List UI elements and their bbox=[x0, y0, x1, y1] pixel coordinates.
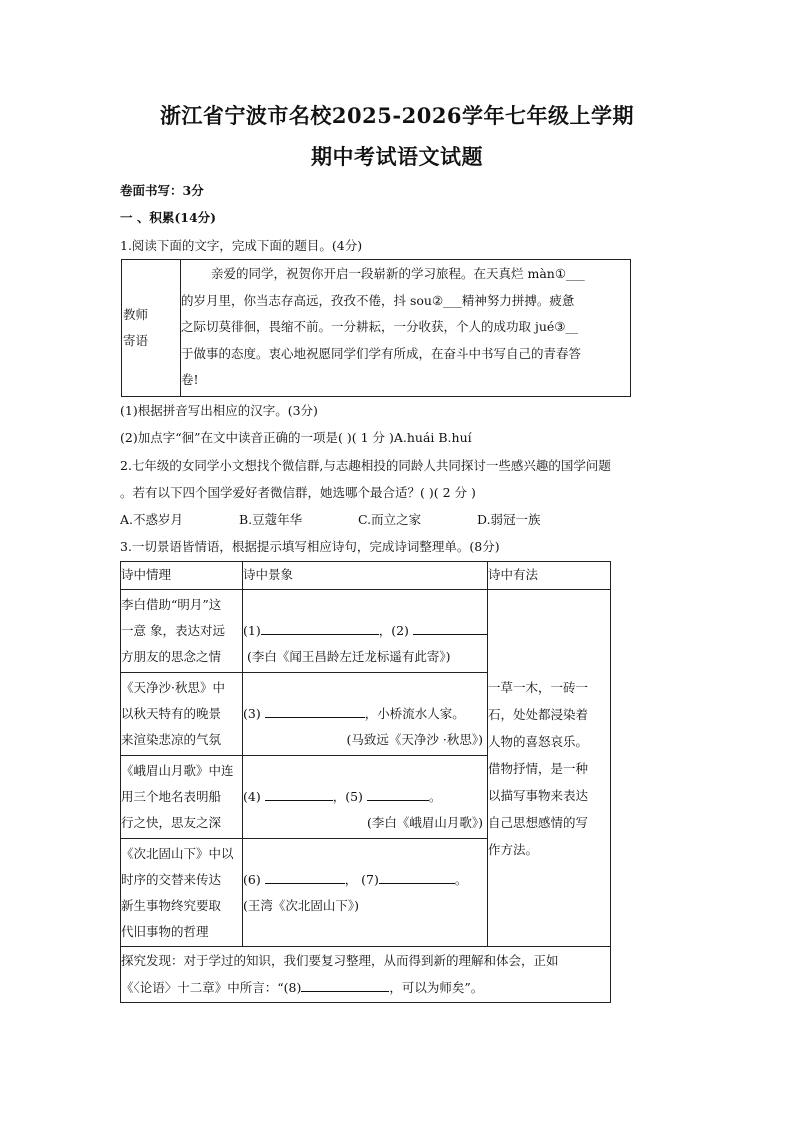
q2-option-d: D.弱冠一族 bbox=[477, 512, 541, 527]
row3-scene: (4) ，(5) 。 (李白《峨眉山月歌》) bbox=[243, 756, 488, 839]
blank-2[interactable] bbox=[413, 620, 487, 635]
footer-cell: 探究发现：对于学过的知识，我们要复习整理，从而得到新的理解和体会，正如 《〈论语〉十二章》中所言：“(8) ，可以为师矣”。 bbox=[121, 947, 611, 1003]
row2-reason: 《天净沙·秋思》中 以秋天特有的晚景 来渲染悲凉的气氛 bbox=[121, 673, 243, 756]
blank-5[interactable] bbox=[367, 786, 429, 801]
q1-sub2: (2)加点字“徊”在文中读音正确的一项是( )( 1 分 )A.huái B.huí bbox=[120, 430, 472, 445]
method-cell: 一草一木，一砖一 石，处处都浸染着 人物的喜怒哀乐。 借物抒情，是一种 以描写事物来表达 自己思想感情的写 作方法。 bbox=[488, 590, 611, 947]
handwriting-score: 卷面书写：3分 bbox=[120, 183, 204, 198]
q2-option-c: C.而立之家 bbox=[358, 512, 422, 527]
q2-prompt-line2: 。若有以下四个国学爱好者微信群，她选哪个最合适？( )( 2 分 ) bbox=[120, 485, 476, 500]
blank-6[interactable] bbox=[265, 869, 345, 884]
title-line-1: 浙江省宁波市名校2025-2026学年七年级上学期 bbox=[159, 103, 635, 128]
row1-reason: 李白借助“明月”这 一意 象，表达对远 方朋友的思念之情 bbox=[121, 590, 243, 673]
row2-scene: (3) ，小桥流水人家。 (马致远《天净沙 ·秋思》) bbox=[243, 673, 488, 756]
section-heading: 一 、积累(14分) bbox=[120, 210, 217, 225]
q1-prompt: 1.阅读下面的文字，完成下面的题目。(4分) bbox=[120, 238, 363, 253]
row4-scene: (6) ， (7) 。 (王湾《次北固山下》) bbox=[243, 839, 488, 947]
header-scene: 诗中景象 bbox=[243, 562, 488, 590]
q3-prompt: 3.一切景语皆情语，根据提示填写相应诗句，完成诗词整理单。(8分) bbox=[120, 539, 500, 554]
row1-scene: (1) ，(2) (李白《闻王昌龄左迁龙标遥有此寄》) bbox=[243, 590, 488, 673]
blank-3[interactable] bbox=[265, 703, 365, 718]
q1-sub1: (1)根据拼音写出相应的汉字。(3分) bbox=[120, 403, 318, 418]
header-reason: 诗中情理 bbox=[121, 562, 243, 590]
blank-7[interactable] bbox=[379, 869, 455, 884]
blank-4[interactable] bbox=[265, 786, 333, 801]
teacher-message-passage: 亲爱的同学，祝贺你开启一段崭新的学习旅程。在天真烂 màn①___ 的岁月里，你当志存高远，孜孜不倦，抖 sou②___精神努力拼搏。疲惫 之际切莫徘徊，畏缩不前。一分耕耘，一分收获，个人的成功取 jué③__ 于做事的态度。衷心地祝愿同学们学有所成，在奋斗中书写自己的青春答 卷! bbox=[181, 260, 631, 397]
blank-8[interactable] bbox=[301, 977, 389, 992]
q2-options bbox=[120, 510, 541, 528]
blank-1[interactable] bbox=[261, 620, 379, 635]
q2-option-b: B.豆蔻年华 bbox=[239, 512, 303, 527]
poetry-table bbox=[120, 561, 611, 1003]
q2-prompt-line1: 2.七年级的女同学小文想找个微信群,与志趣相投的同龄人共同探讨一些感兴趣的国学问题 bbox=[120, 458, 611, 473]
teacher-message-table bbox=[121, 259, 631, 397]
title-line-2: 期中考试语文试题 bbox=[311, 144, 483, 169]
row3-reason: 《峨眉山月歌》中连 用三个地名表明船 行之快，思友之深 bbox=[121, 756, 243, 839]
teacher-message-label: 教师 寄语 bbox=[122, 260, 181, 397]
header-method: 诗中有法 bbox=[488, 562, 611, 590]
row4-reason: 《次北固山下》中以 时序的交替来传达 新生事物终究要取 代旧事物的哲理 bbox=[121, 839, 243, 947]
q2-option-a: A.不惑岁月 bbox=[120, 512, 184, 527]
